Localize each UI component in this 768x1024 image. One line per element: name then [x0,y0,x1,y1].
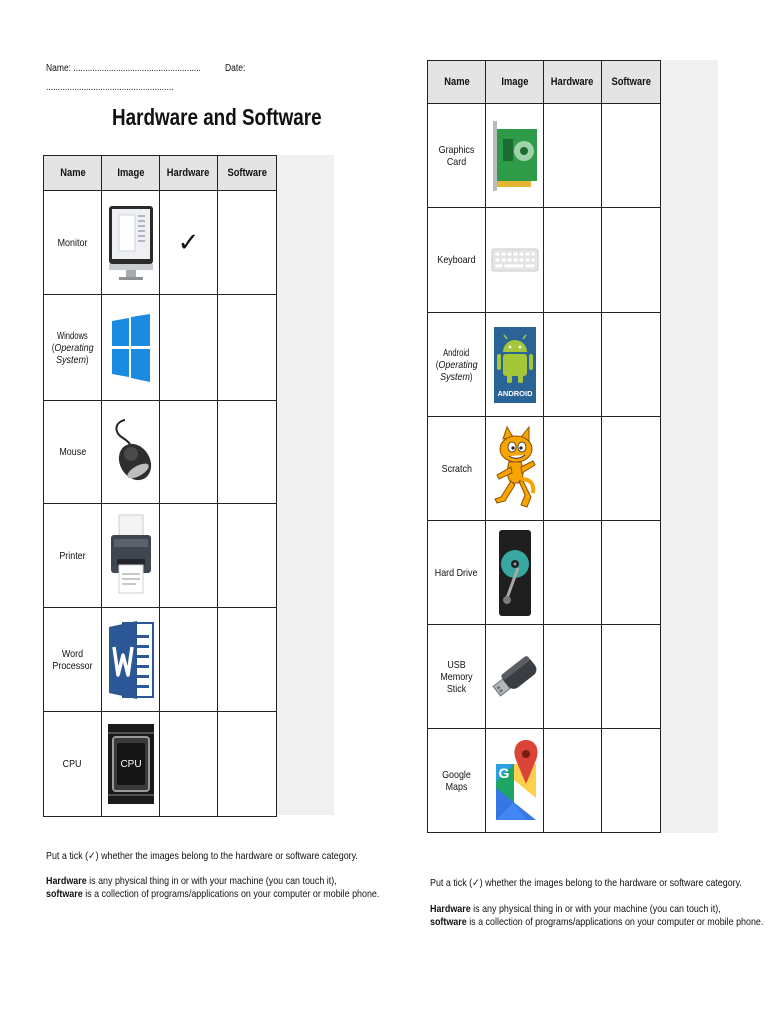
row-name: Printer [44,504,102,608]
column-header-image: Image [102,156,160,191]
row-name: Scratch [428,417,486,521]
software-cell[interactable] [602,521,661,625]
table-row [428,417,661,521]
row-name: Graphics Card [428,104,486,208]
page-title: Hardware and Software [112,104,322,130]
table-row [428,208,661,313]
row-name: Word Processor [44,608,102,712]
cpu-icon [106,721,156,807]
table-row [44,295,277,401]
date-field-label: Date: [225,63,246,74]
row-image [486,104,544,208]
row-name: Hard Drive [428,521,486,625]
table-header-row [428,61,661,104]
row-name: Windows (Operating System) [44,295,102,401]
hardware-cell[interactable] [544,521,602,625]
page-shadow-left [276,155,334,815]
hardware-cell[interactable] [160,191,218,295]
software-cell[interactable] [602,625,661,729]
google-maps-icon [492,738,538,824]
column-header-name: Name [44,156,102,191]
software-cell[interactable] [218,295,277,401]
row-image [486,729,544,833]
page-shadow-right [660,60,718,833]
row-name: Monitor [44,191,102,295]
column-header-software: Software [602,61,661,104]
instruction-text: Put a tick (✓) whether the images belong to the hardware or software category. [46,850,358,862]
row-name: Mouse [44,401,102,504]
table-row [44,608,277,712]
definition-text-right: Hardware is any physical thing in or with your machine (you can touch it), software is a collection of programs/applications on your computer or mobile phone. [430,903,764,928]
instruction-text-right: Put a tick (✓) whether the images belong to the hardware or software category. [430,877,742,889]
right-worksheet-table [427,60,661,833]
graphics-card-icon [491,119,539,193]
table-row [428,104,661,208]
android-wordmark: ANDROID [497,388,532,398]
hardware-cell[interactable] [544,104,602,208]
table-row [44,712,277,817]
software-cell[interactable] [602,729,661,833]
row-image [102,191,160,295]
table-row [44,191,277,295]
date-field-line: ...................................................... [46,82,174,93]
software-cell[interactable] [602,313,661,417]
monitor-icon [107,203,155,283]
hardware-cell[interactable] [160,608,218,712]
printer-icon [109,513,153,599]
row-image [486,313,544,417]
row-image [102,608,160,712]
row-image [486,625,544,729]
table-header-row [44,156,277,191]
software-cell[interactable] [218,191,277,295]
column-header-software: Software [218,156,277,191]
column-header-hardware: Hardware [544,61,602,104]
software-cell[interactable] [602,417,661,521]
software-cell[interactable] [218,504,277,608]
software-cell[interactable] [218,401,277,504]
table-row [44,401,277,504]
keyboard-icon [490,245,540,275]
table-row [44,504,277,608]
row-name: USB Memory Stick [428,625,486,729]
maps-g-letter: G [498,764,509,781]
hard-drive-icon [497,528,533,618]
table-row [428,729,661,833]
cpu-chip-label: CPU [119,759,142,770]
usb-stick-icon [490,645,540,709]
software-cell[interactable] [602,104,661,208]
left-worksheet-table [43,155,277,817]
row-image [102,504,160,608]
hardware-cell[interactable] [160,712,218,817]
hardware-cell[interactable] [544,625,602,729]
row-name: CPU [44,712,102,817]
software-cell[interactable] [218,608,277,712]
row-image [486,521,544,625]
word-processor-icon [107,617,155,703]
scratch-cat-icon [491,425,539,513]
row-name: Android (Operating System) [428,313,486,417]
hardware-cell[interactable] [544,313,602,417]
column-header-name: Name [428,61,486,104]
software-cell[interactable] [602,208,661,313]
android-icon [493,326,537,404]
name-field-label: Name: ...................................................... [46,63,201,74]
check-icon: ✓ [177,227,200,258]
row-image [102,295,160,401]
definition-text: Hardware is any physical thing in or with your machine (you can touch it), software is a collection of programs/applications on your computer or mobile phone. [46,875,380,900]
mouse-icon [109,416,153,488]
row-name: Google Maps [428,729,486,833]
hardware-cell[interactable] [160,401,218,504]
row-image [486,208,544,313]
hardware-cell[interactable] [160,504,218,608]
hardware-cell[interactable] [160,295,218,401]
software-cell[interactable] [218,712,277,817]
table-row [428,313,661,417]
table-row [428,521,661,625]
column-header-image: Image [486,61,544,104]
row-image [102,401,160,504]
row-name: Keyboard [428,208,486,313]
windows-logo-icon [110,311,152,385]
row-image [486,417,544,521]
hardware-cell[interactable] [544,417,602,521]
row-image [102,712,160,817]
table-row [428,625,661,729]
hardware-cell[interactable] [544,729,602,833]
hardware-cell[interactable] [544,208,602,313]
column-header-hardware: Hardware [160,156,218,191]
